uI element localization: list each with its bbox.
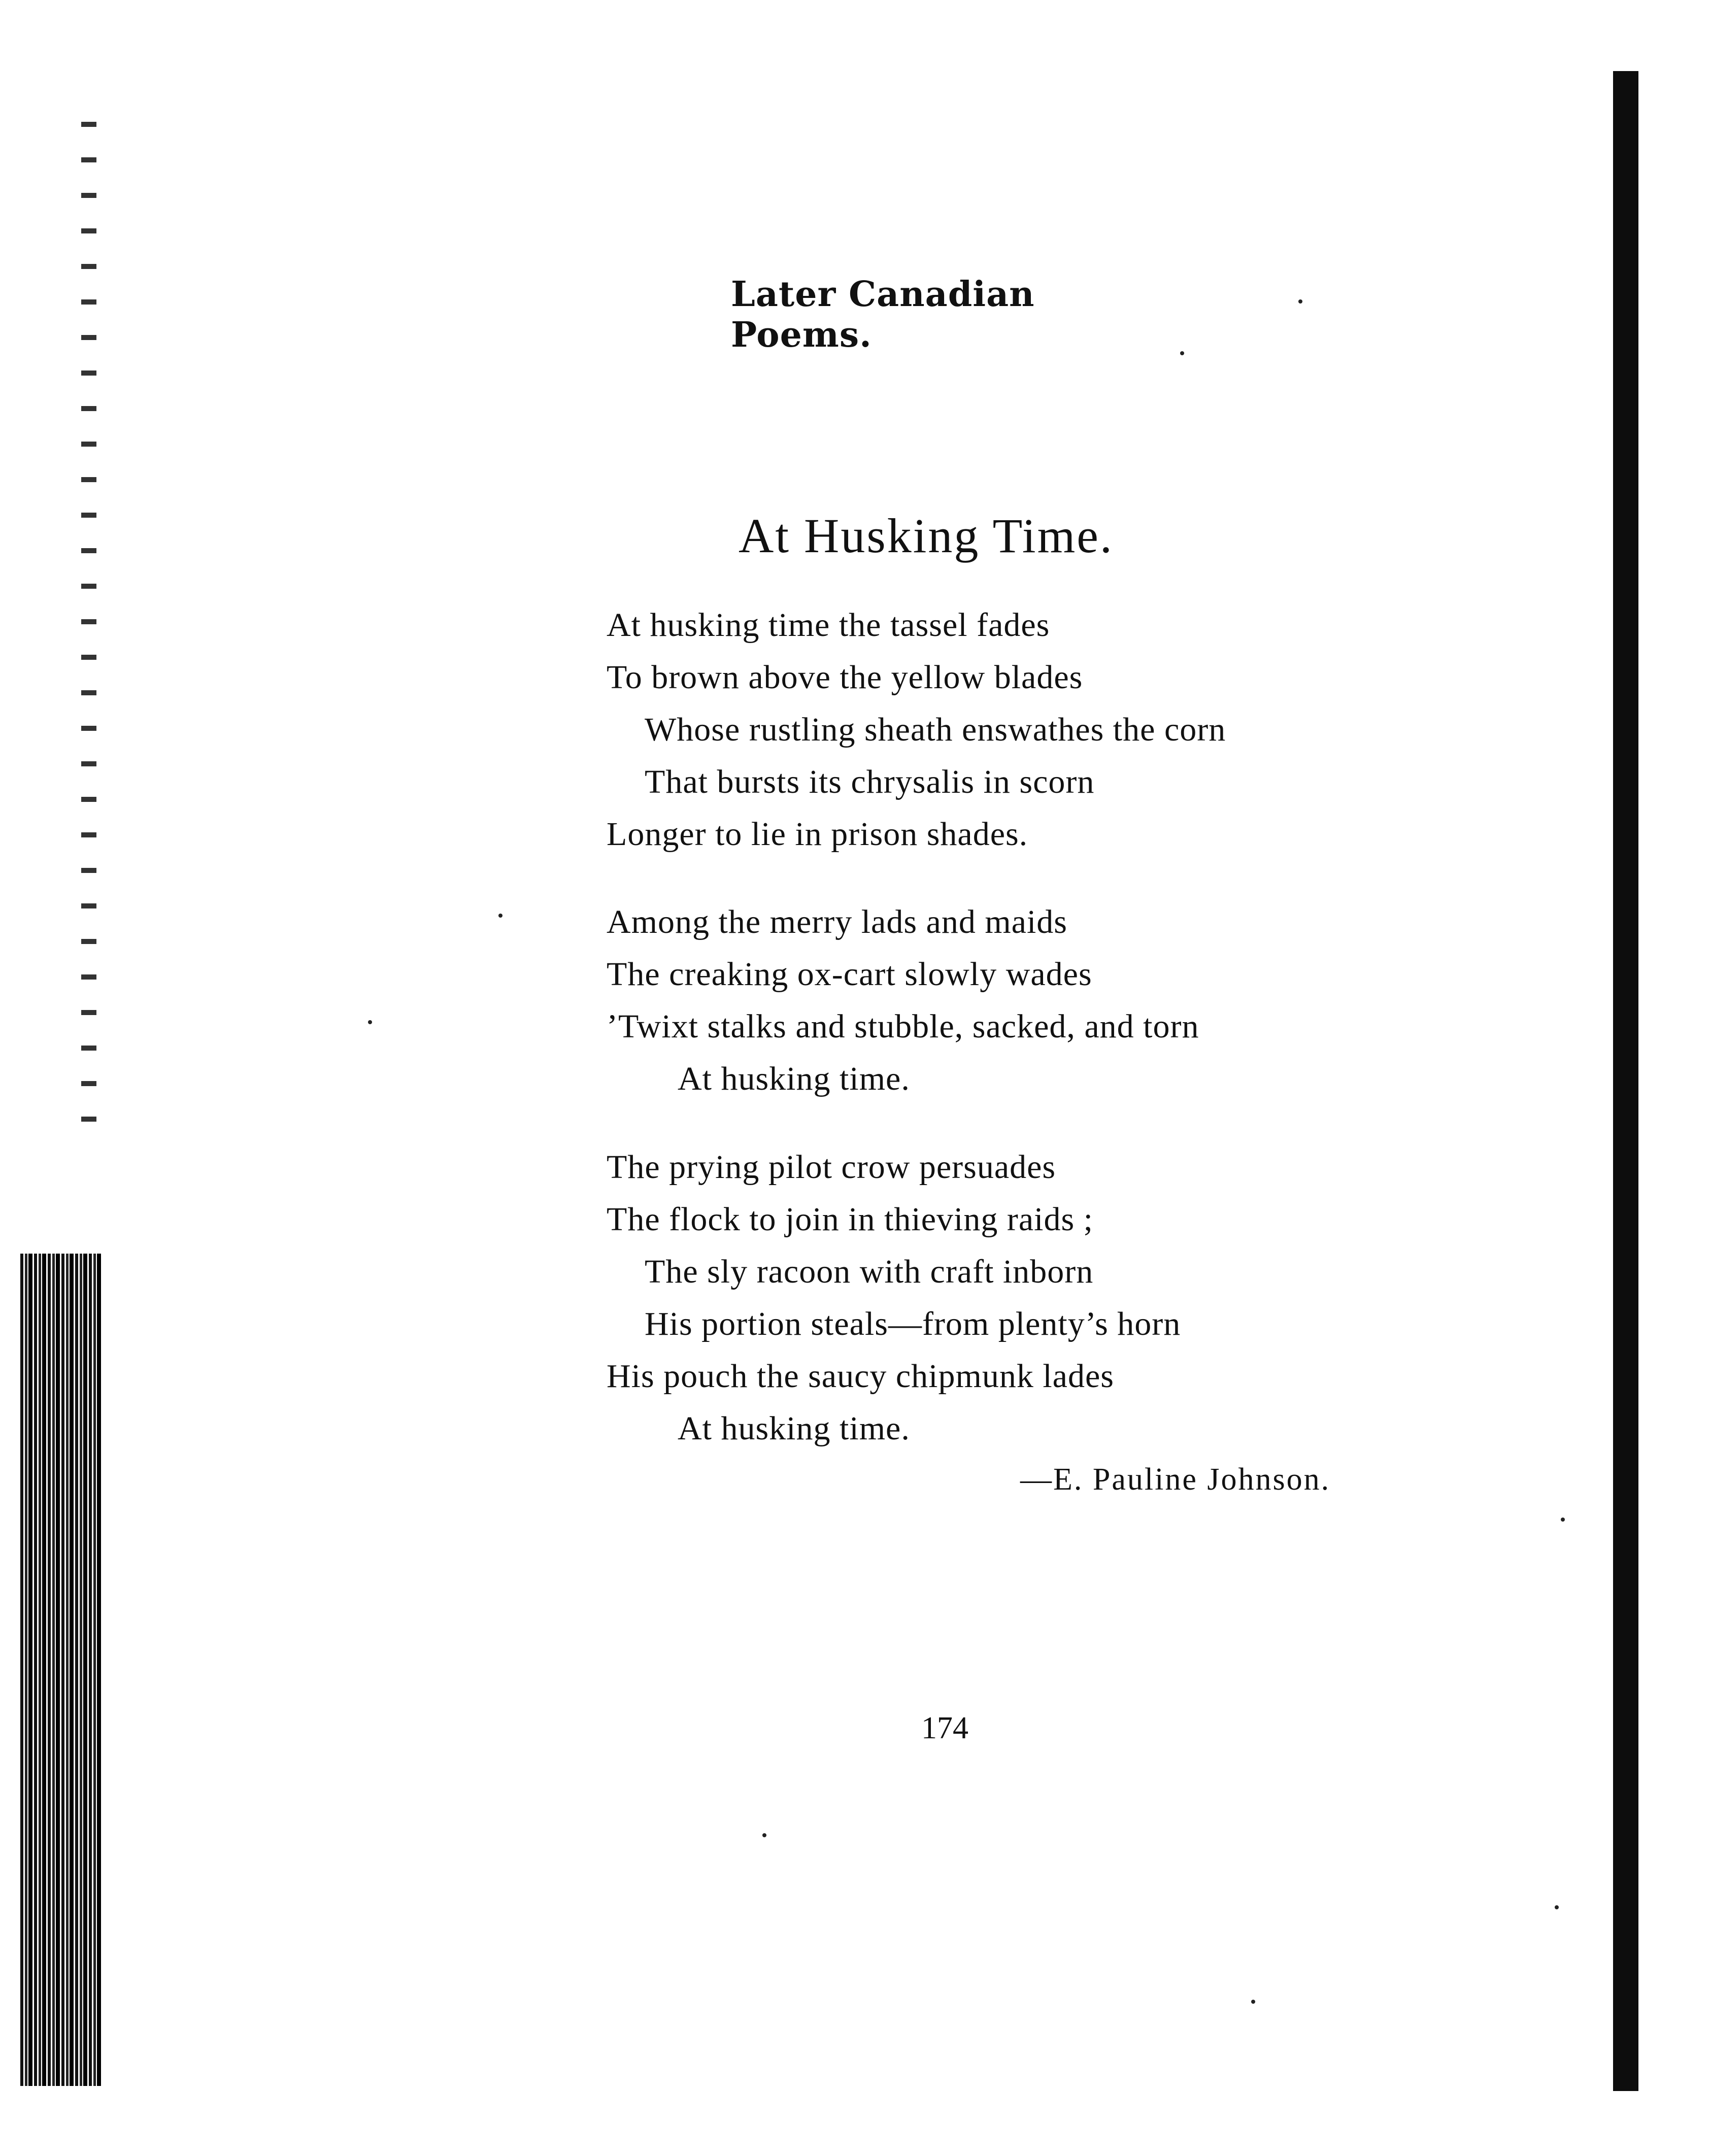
poem-line: That bursts its chrysalis in scorn bbox=[645, 763, 1095, 800]
scan-speck bbox=[1561, 1518, 1565, 1522]
scan-speck bbox=[1298, 299, 1302, 304]
stanza-1 bbox=[607, 599, 1469, 860]
scan-speck bbox=[1555, 1905, 1559, 1909]
poem-line: At husking time the tassel fades bbox=[607, 607, 1050, 644]
scan-edge-shadow bbox=[1613, 71, 1638, 2091]
stanza-3 bbox=[607, 1141, 1469, 1455]
scan-speck bbox=[368, 1020, 372, 1024]
stanza-2 bbox=[607, 896, 1469, 1105]
poem-line: Longer to lie in prison shades. bbox=[607, 816, 1028, 853]
poem-title: At Husking Time. bbox=[739, 509, 1114, 563]
poem-line: The flock to join in thieving raids ; bbox=[607, 1201, 1094, 1238]
poem-refrain: At husking time. bbox=[678, 1060, 910, 1097]
page-number: 174 bbox=[921, 1711, 968, 1745]
poem-line: His pouch the saucy chipmunk lades bbox=[607, 1358, 1114, 1395]
poem-line: To brown above the yellow blades bbox=[607, 659, 1083, 696]
poem-line: The prying pilot crow persuades bbox=[607, 1149, 1056, 1186]
poem-line: His portion steals—from plenty’s horn bbox=[645, 1305, 1181, 1342]
running-header: Later Canadian Poems. bbox=[731, 274, 1035, 355]
scan-speck bbox=[1251, 2000, 1255, 2004]
scan-speck bbox=[498, 914, 502, 918]
poem-line: Among the merry lads and maids bbox=[607, 903, 1067, 940]
scan-margin-ticks bbox=[81, 122, 96, 1137]
scan-speck bbox=[1180, 351, 1184, 355]
poem-refrain: At husking time. bbox=[678, 1410, 910, 1447]
poem-line: The sly racoon with craft inborn bbox=[645, 1253, 1094, 1290]
poem-line: Whose rustling sheath enswathes the corn bbox=[645, 711, 1226, 748]
scan-binding-artifact bbox=[20, 1254, 102, 2086]
scan-speck bbox=[762, 1833, 766, 1837]
poem-line: ’Twixt stalks and stubble, sacked, and torn bbox=[607, 1008, 1199, 1045]
poem-line: The creaking ox-cart slowly wades bbox=[607, 956, 1092, 993]
poem-author: —E. Pauline Johnson. bbox=[1020, 1462, 1331, 1497]
